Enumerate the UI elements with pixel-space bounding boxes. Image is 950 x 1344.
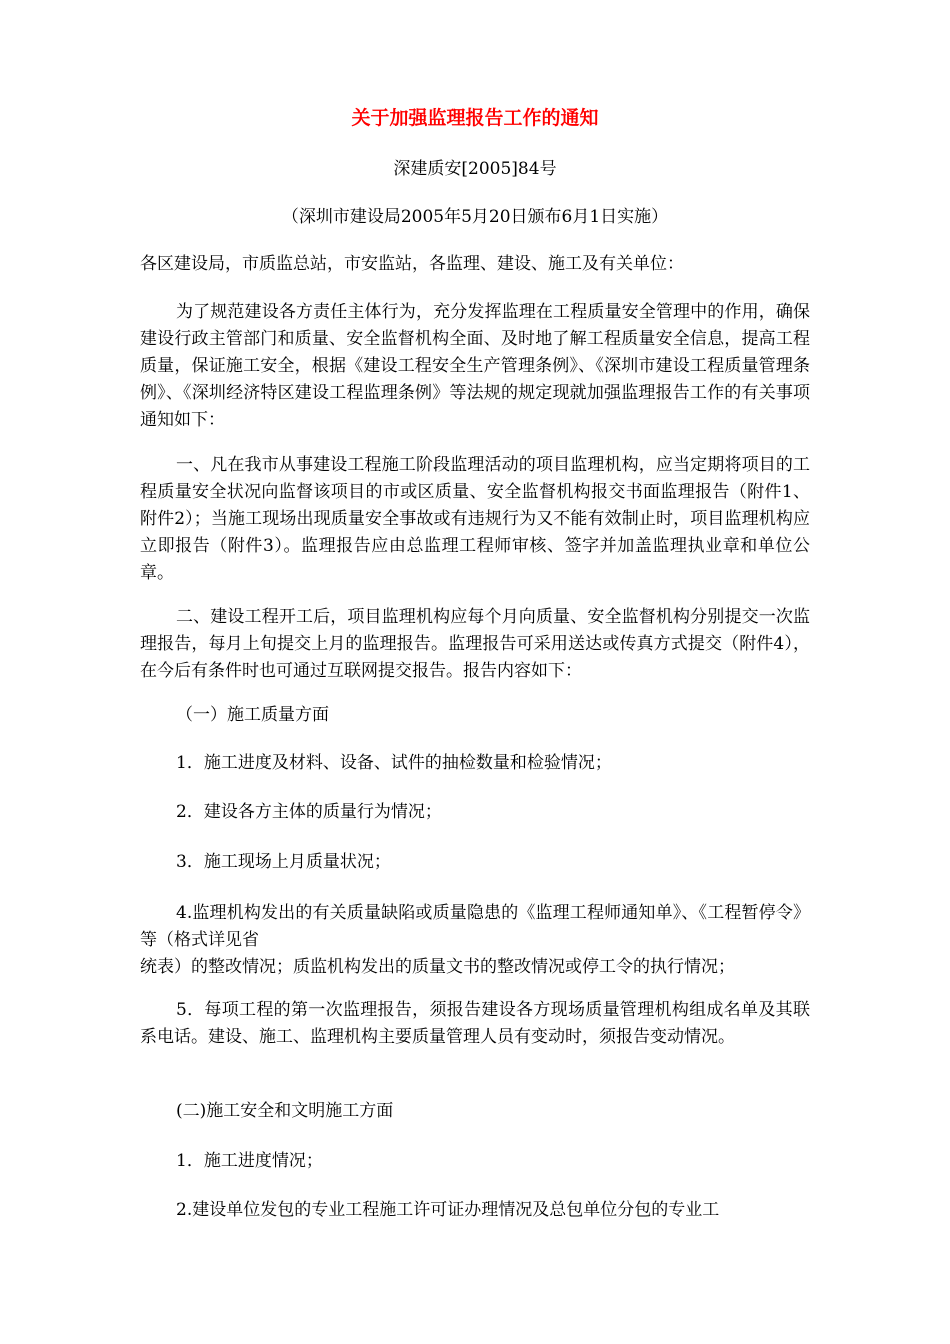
section-1-item-2: 2．建设各方主体的质量行为情况；: [176, 802, 442, 822]
issue-date-note: （深圳市建设局2005年5月20日颁布6月1日实施）: [281, 207, 669, 227]
section-1-item-1: 1．施工进度及材料、设备、试件的抽检数量和检验情况；: [176, 753, 612, 773]
section-1-item-4-line-2: 统表）的整改情况；质监机构发出的质量文书的整改情况或停工令的执行情况；: [140, 957, 735, 977]
section-1-item-3: 3．施工现场上月质量状况；: [176, 852, 391, 872]
item-2-paragraph: 二、建设工程开工后，项目监理机构应每个月向质量、安全监督机构分别提交一次监理报告，每月上旬提交上月的监理报告。监理报告可采用送达或传真方式提交（附件4），在今后有条件时也可通过互联网提交报告。报告内容如下：: [140, 607, 810, 681]
section-1-heading: （一）施工质量方面: [176, 705, 329, 725]
section-1-item-4-line-1: 4.监理机构发出的有关质量缺陷或质量隐患的《监理工程师通知单》、《工程暂停令》等（格式详见省: [140, 903, 810, 950]
document-number: 深建质安[2005]84号: [393, 159, 557, 179]
addressee: 各区建设局，市质监总站，市安监站，各监理、建设、施工及有关单位：: [140, 254, 684, 274]
section-2-item-1: 1．施工进度情况；: [176, 1151, 323, 1171]
document-title: 关于加强监理报告工作的通知: [351, 107, 599, 129]
section-2-item-2: 2.建设单位发包的专业工程施工许可证办理情况及总包单位分包的专业工: [176, 1200, 720, 1220]
section-1-item-5: 5．每项工程的第一次监理报告，须报告建设各方现场质量管理机构组成名单及其联系电话。建设、施工、监理机构主要质量管理人员有变动时，须报告变动情况。: [140, 1000, 810, 1047]
item-1-paragraph: 一、凡在我市从事建设工程施工阶段监理活动的项目监理机构，应当定期将项目的工程质量安全状况向监督该项目的市或区质量、安全监督机构报交书面监理报告（附件1、附件2）；当施工现场出现质量安全事故或有违规行为又不能有效制止时，项目监理机构应立即报告（附件3）。监理报告应由总监理工程师审核、签字并加盖监理执业章和单位公章。: [140, 455, 810, 583]
section-2-heading: (二)施工安全和文明施工方面: [176, 1101, 394, 1121]
intro-paragraph: 为了规范建设各方责任主体行为，充分发挥监理在工程质量安全管理中的作用，确保建设行政主管部门和质量、安全监督机构全面、及时地了解工程质量安全信息，提高工程质量，保证施工安全，根据《建设工程安全生产管理条例》、《深圳市建设工程质量管理条例》、《深圳经济特区建设工程监理条例》等法规的规定现就加强监理报告工作的有关事项通知如下：: [140, 302, 810, 430]
